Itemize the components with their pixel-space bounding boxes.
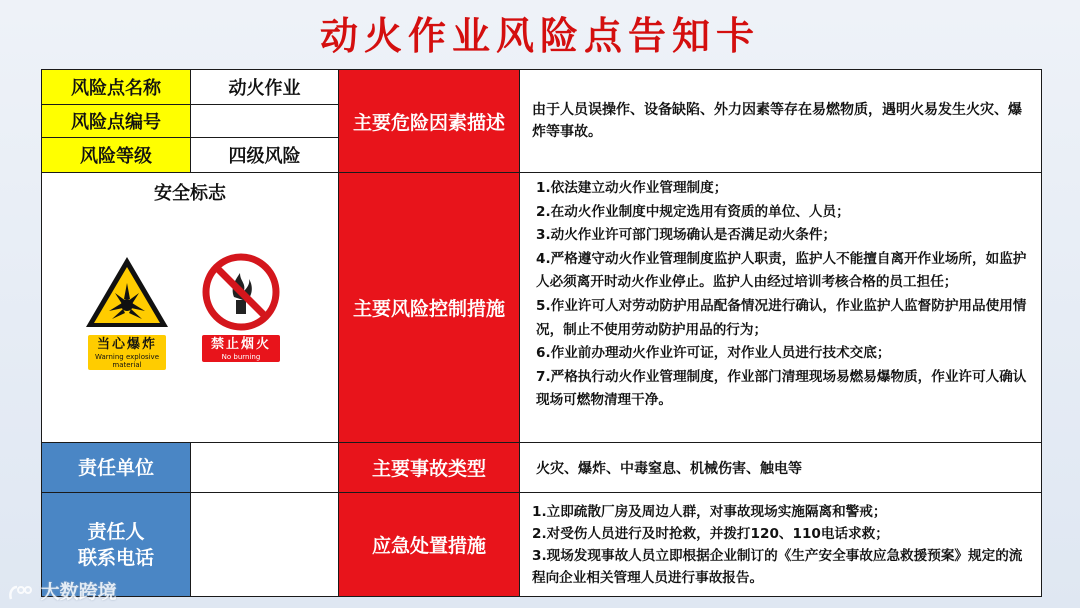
responsible-unit-label: 责任单位: [42, 443, 191, 493]
emergency-measure-item: 3.现场发现事故人员立即根据企业制订的《生产安全事故应急救援预案》规定的流程向企业相关管理人员进行事故报告。: [532, 547, 1023, 586]
control-measure-item: 5.作业许可人对劳动防护用品配备情况进行确认，作业监护人监督防护用品使用情况，制止不使用劳动防护用品的行为；: [536, 297, 1027, 338]
watermark: [8, 577, 117, 604]
responsible-unit-value: [191, 443, 339, 493]
risk-name-value: 动火作业: [191, 70, 339, 105]
control-measures-label: 主要风险控制措施: [339, 173, 520, 443]
no-burning-icon: [196, 253, 286, 331]
risk-code-label: 风险点编号: [42, 105, 191, 138]
control-measure-item: 2.在动火作业制度中规定选用有资质的单位、人员；: [536, 203, 850, 220]
safety-signs-title: 安全标志: [154, 183, 226, 204]
watermark-logo-icon: [8, 583, 34, 603]
sign-explosive: [82, 253, 172, 370]
control-measure-item: 4.严格遵守动火作业管理制度监护人职责，监护人不能擅自离开作业场所，如监护人必须离开时动火作业停止。监护人由经过培训考核合格的员工担任；: [536, 250, 1027, 291]
hazard-label: 主要危险因素描述: [339, 70, 520, 173]
emergency-measures-list: [520, 493, 1042, 597]
sign-explosive-label: 当心爆炸 Warning explosive material: [88, 335, 166, 370]
page-title: 动火作业风险点告知卡: [319, 14, 760, 58]
accident-type-label: 主要事故类型: [339, 443, 520, 493]
emergency-measure-item: 1.立即疏散厂房及周边人群，对事故现场实施隔离和警戒；: [532, 503, 887, 520]
safety-signs: [82, 253, 292, 373]
hazard-description: 由于人员误操作、设备缺陷、外力因素等存在易燃物质，遇明火易发生火灾、爆炸等事故。: [520, 70, 1042, 173]
control-measures-list: [520, 173, 1042, 443]
contact-label-line2: 联系电话: [77, 546, 154, 569]
emergency-label: 应急处置措施: [339, 493, 520, 597]
control-measure-item: 7.严格执行动火作业管理制度，作业部门清理现场易燃易爆物质，作业许可人确认现场可燃物清理干净。: [536, 368, 1027, 409]
risk-name-label: 风险点名称: [42, 70, 191, 105]
sign-no-burning-label: 禁止烟火 No burning: [202, 335, 280, 362]
accident-type-text: 火灾、爆炸、中毒窒息、机械伤害、触电等: [520, 443, 1042, 493]
safety-signs-cell: [42, 173, 339, 443]
risk-level-value: 四级风险: [191, 138, 339, 173]
watermark-text: 大数跨境: [40, 581, 117, 603]
contact-value: [191, 493, 339, 597]
contact-label-line1: 责任人: [87, 520, 145, 543]
explosive-warning-icon: [82, 253, 172, 331]
risk-code-value: [191, 105, 339, 138]
risk-level-label: 风险等级: [42, 138, 191, 173]
control-measure-item: 1.依法建立动火作业管理制度；: [536, 180, 728, 196]
control-measure-item: 3.动火作业许可部门现场确认是否满足动火条件；: [536, 227, 837, 244]
risk-card-table: [41, 69, 1042, 597]
sign-no-burning: [196, 253, 286, 362]
control-measure-item: 6.作业前办理动火作业许可证，对作业人员进行技术交底；: [536, 345, 891, 362]
emergency-measure-item: 2.对受伤人员进行及时抢救，并拨打120、110电话求救；: [532, 525, 889, 542]
